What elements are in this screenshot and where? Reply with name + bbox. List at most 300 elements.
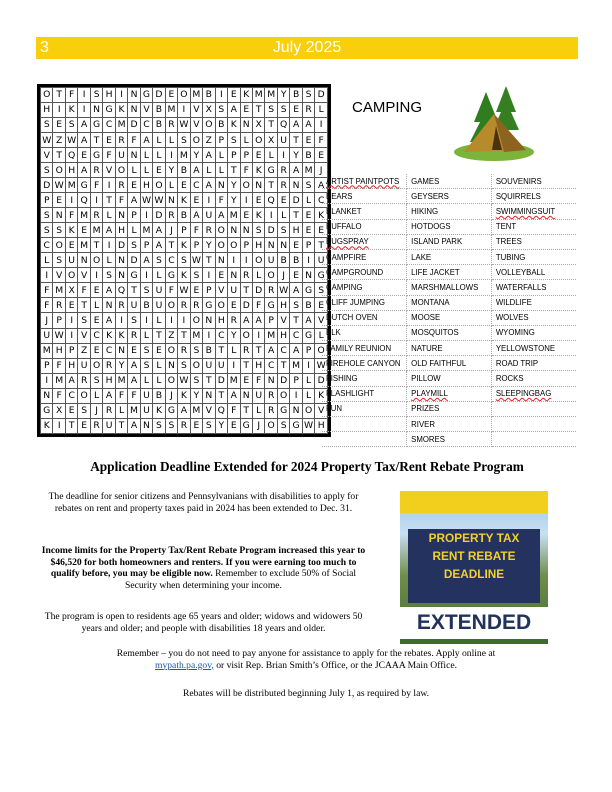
word-list-row: [322, 325, 576, 340]
grid-letter: N: [78, 253, 90, 268]
grid-letter: X: [252, 118, 264, 133]
word-list-item: PRIZES: [407, 401, 492, 416]
grid-letter: M: [252, 88, 264, 103]
grid-letter: L: [115, 403, 127, 418]
grid-letter: G: [265, 163, 277, 178]
grid-letter: E: [315, 298, 328, 313]
grid-letter: E: [290, 103, 302, 118]
grid-letter: T: [265, 178, 277, 193]
grid-letter: A: [228, 103, 240, 118]
grid-letter: W: [315, 358, 328, 373]
grid-row: [41, 88, 328, 103]
grid-letter: A: [215, 208, 227, 223]
grid-letter: I: [90, 193, 102, 208]
income-remember-text: Remember to exclude 50% of Social Security when determining your income.: [125, 568, 357, 591]
grid-letter: X: [65, 283, 77, 298]
grid-letter: A: [290, 343, 302, 358]
grid-letter: O: [178, 88, 190, 103]
grid-letter: I: [53, 103, 65, 118]
word-list-row: [322, 401, 576, 416]
grid-letter: C: [65, 388, 77, 403]
grid-letter: W: [178, 118, 190, 133]
grid-letter: P: [302, 343, 314, 358]
grid-letter: C: [41, 238, 53, 253]
grid-letter: O: [215, 298, 227, 313]
grid-letter: S: [41, 118, 53, 133]
grid-letter: T: [90, 133, 102, 148]
grid-row: [41, 208, 328, 223]
grid-letter: L: [277, 208, 289, 223]
word-list-item: FISHING: [322, 371, 407, 386]
grid-letter: Y: [290, 148, 302, 163]
word-list-item: SWIMMINGSUIT: [491, 204, 576, 219]
grid-letter: U: [228, 283, 240, 298]
grid-letter: U: [115, 148, 127, 163]
grid-letter: M: [265, 328, 277, 343]
article-paragraph-eligibility: The program is open to residents age 65 years and older; widows and widowers 50 years and older; and people with disabilities 18 years and older.: [44, 611, 363, 634]
grid-letter: N: [140, 418, 152, 433]
grid-letter: O: [165, 298, 177, 313]
grid-letter: I: [203, 268, 215, 283]
grid-letter: P: [203, 283, 215, 298]
grid-letter: R: [302, 103, 314, 118]
grid-letter: F: [53, 388, 65, 403]
grid-letter: G: [140, 88, 152, 103]
grid-letter: O: [203, 118, 215, 133]
grid-letter: S: [178, 358, 190, 373]
word-list-item: [491, 432, 576, 447]
grid-letter: N: [128, 88, 140, 103]
word-list-row: [322, 219, 576, 234]
word-list-item: OLD FAITHFUL: [407, 356, 492, 371]
grid-letter: S: [265, 103, 277, 118]
grid-letter: I: [240, 253, 252, 268]
grid-letter: N: [240, 223, 252, 238]
word-list-item: CAMPGROUND: [322, 265, 407, 280]
grid-letter: N: [41, 388, 53, 403]
grid-letter: E: [78, 418, 90, 433]
grid-letter: R: [115, 178, 127, 193]
grid-letter: A: [240, 313, 252, 328]
word-list-item: WILDLIFE: [491, 295, 576, 310]
grid-letter: H: [315, 418, 328, 433]
puzzle-title: CAMPING: [352, 99, 423, 116]
grid-letter: M: [53, 373, 65, 388]
grid-letter: O: [78, 388, 90, 403]
article-header: [36, 459, 578, 475]
grid-letter: P: [265, 313, 277, 328]
grid-letter: D: [215, 373, 227, 388]
grid-letter: C: [190, 178, 202, 193]
grid-letter: S: [41, 163, 53, 178]
article-headline: Application Deadline Extended for 2024 Property Tax/Rent Rebate Program: [90, 459, 524, 474]
grid-letter: X: [265, 133, 277, 148]
grid-letter: N: [240, 118, 252, 133]
grid-letter: L: [165, 133, 177, 148]
grid-letter: I: [277, 148, 289, 163]
grid-letter: S: [140, 343, 152, 358]
grid-letter: K: [178, 388, 190, 403]
grid-letter: S: [53, 253, 65, 268]
grid-letter: E: [315, 148, 328, 163]
grid-letter: B: [203, 88, 215, 103]
grid-letter: R: [115, 298, 127, 313]
grid-letter: L: [153, 373, 165, 388]
grid-letter: E: [90, 283, 102, 298]
grid-letter: I: [228, 253, 240, 268]
grid-letter: H: [103, 88, 115, 103]
grid-letter: M: [140, 223, 152, 238]
grid-letter: L: [215, 148, 227, 163]
grid-letter: L: [252, 403, 264, 418]
grid-letter: P: [53, 313, 65, 328]
grid-letter: I: [140, 313, 152, 328]
grid-letter: S: [252, 223, 264, 238]
grid-letter: H: [215, 313, 227, 328]
grid-letter: A: [302, 118, 314, 133]
grid-letter: K: [65, 103, 77, 118]
page-header-bar: [36, 37, 578, 59]
grid-row: [41, 403, 328, 418]
word-list-item: MARSHMALLOWS: [407, 280, 492, 295]
grid-row: [41, 358, 328, 373]
grid-letter: L: [252, 268, 264, 283]
grid-letter: R: [240, 343, 252, 358]
grid-letter: T: [290, 208, 302, 223]
word-list-item: WATERFALLS: [491, 280, 576, 295]
grid-letter: O: [252, 253, 264, 268]
grid-letter: K: [240, 88, 252, 103]
grid-letter: E: [190, 193, 202, 208]
grid-letter: R: [90, 418, 102, 433]
grid-letter: L: [140, 328, 152, 343]
grid-letter: S: [78, 313, 90, 328]
grid-letter: A: [128, 418, 140, 433]
grid-letter: O: [115, 163, 127, 178]
grid-letter: H: [115, 223, 127, 238]
grid-letter: K: [315, 208, 328, 223]
grid-letter: E: [228, 418, 240, 433]
grid-letter: D: [41, 178, 53, 193]
grid-letter: A: [190, 163, 202, 178]
grid-letter: C: [277, 343, 289, 358]
grid-letter: U: [277, 133, 289, 148]
promo-line: DEADLINE: [443, 567, 505, 581]
grid-letter: T: [103, 193, 115, 208]
word-list-item: TENT: [491, 219, 576, 234]
grid-letter: L: [302, 373, 314, 388]
grid-letter: S: [41, 223, 53, 238]
grid-letter: M: [53, 283, 65, 298]
grid-letter: N: [252, 178, 264, 193]
grid-letter: L: [153, 313, 165, 328]
grid-letter: Q: [65, 148, 77, 163]
grid-letter: P: [140, 238, 152, 253]
word-search-grid: [37, 84, 331, 437]
grid-letter: I: [115, 88, 127, 103]
grid-letter: I: [302, 358, 314, 373]
grid-letter: I: [140, 208, 152, 223]
word-list-item: BLANKET: [322, 204, 407, 219]
grid-letter: Y: [115, 358, 127, 373]
grid-letter: N: [290, 178, 302, 193]
grid-letter: V: [215, 283, 227, 298]
grid-letter: H: [252, 358, 264, 373]
grid-letter: M: [41, 343, 53, 358]
grid-letter: W: [53, 178, 65, 193]
grid-letter: E: [240, 373, 252, 388]
grid-letter: U: [140, 388, 152, 403]
grid-letter: Q: [215, 403, 227, 418]
word-list-item: TUBING: [491, 249, 576, 264]
grid-letter: J: [90, 403, 102, 418]
grid-letter: N: [128, 148, 140, 163]
grid-letter: P: [240, 148, 252, 163]
grid-letter: O: [252, 133, 264, 148]
grid-letter: L: [228, 343, 240, 358]
grid-letter: R: [277, 178, 289, 193]
grid-letter: E: [190, 418, 202, 433]
grid-letter: M: [190, 328, 202, 343]
grid-letter: E: [252, 148, 264, 163]
grid-letter: R: [228, 313, 240, 328]
grid-letter: D: [128, 118, 140, 133]
grid-letter: V: [190, 118, 202, 133]
grid-letter: X: [53, 403, 65, 418]
grid-letter: D: [290, 193, 302, 208]
grid-letter: L: [153, 268, 165, 283]
grid-letter: K: [252, 163, 264, 178]
grid-letter: M: [302, 163, 314, 178]
grid-letter: M: [115, 118, 127, 133]
grid-letter: F: [128, 388, 140, 403]
grid-letter: M: [128, 403, 140, 418]
grid-letter: T: [115, 418, 127, 433]
grid-letter: O: [165, 373, 177, 388]
grid-letter: P: [240, 238, 252, 253]
grid-letter: T: [53, 148, 65, 163]
grid-letter: T: [203, 253, 215, 268]
grid-letter: E: [190, 283, 202, 298]
grid-letter: L: [140, 373, 152, 388]
grid-letter: P: [228, 148, 240, 163]
grid-letter: E: [90, 343, 102, 358]
grid-letter: A: [153, 223, 165, 238]
grid-letter: J: [315, 163, 328, 178]
grid-letter: W: [53, 328, 65, 343]
grid-letter: E: [315, 223, 328, 238]
grid-letter: F: [41, 298, 53, 313]
grid-letter: C: [290, 328, 302, 343]
grid-letter: B: [277, 253, 289, 268]
article-paragraph-distribution: Rebates will be distributed beginning July 1, as required by law.: [182, 688, 430, 699]
grid-letter: L: [90, 388, 102, 403]
grid-letter: V: [78, 328, 90, 343]
grid-letter: T: [290, 313, 302, 328]
grid-letter: S: [302, 178, 314, 193]
grid-letter: S: [65, 118, 77, 133]
grid-letter: A: [103, 313, 115, 328]
grid-letter: V: [315, 403, 328, 418]
grid-letter: U: [203, 358, 215, 373]
grid-letter: B: [203, 343, 215, 358]
word-list-item: FAMILY REUNION: [322, 341, 407, 356]
word-list-item: HIKING: [407, 204, 492, 219]
grid-letter: O: [215, 223, 227, 238]
grid-letter: E: [277, 193, 289, 208]
grid-letter: L: [128, 223, 140, 238]
grid-letter: Q: [265, 193, 277, 208]
grid-letter: N: [90, 103, 102, 118]
grid-letter: T: [153, 328, 165, 343]
word-list-row: [322, 432, 576, 447]
grid-letter: Y: [228, 178, 240, 193]
grid-letter: H: [65, 163, 77, 178]
grid-letter: B: [153, 118, 165, 133]
grid-letter: N: [290, 403, 302, 418]
grid-letter: L: [265, 148, 277, 163]
grid-letter: E: [65, 298, 77, 313]
grid-letter: A: [265, 343, 277, 358]
grid-letter: V: [53, 268, 65, 283]
grid-letter: O: [190, 313, 202, 328]
grid-letter: A: [140, 253, 152, 268]
grid-row: [41, 223, 328, 238]
grid-letter: R: [265, 388, 277, 403]
grid-letter: R: [165, 208, 177, 223]
grid-letter: L: [302, 193, 314, 208]
word-list-item: WOLVES: [491, 310, 576, 325]
grid-letter: E: [290, 268, 302, 283]
grid-letter: E: [302, 223, 314, 238]
grid-row: [41, 343, 328, 358]
grid-letter: T: [53, 88, 65, 103]
grid-letter: O: [315, 343, 328, 358]
grid-letter: N: [115, 343, 127, 358]
grid-letter: L: [90, 298, 102, 313]
grid-letter: S: [215, 103, 227, 118]
grid-letter: R: [90, 163, 102, 178]
grid-letter: U: [41, 328, 53, 343]
grid-letter: F: [165, 283, 177, 298]
word-list-item: TREES: [491, 234, 576, 249]
grid-letter: I: [103, 238, 115, 253]
grid-letter: G: [78, 178, 90, 193]
word-list-row: [322, 249, 576, 264]
grid-letter: L: [140, 148, 152, 163]
grid-letter: T: [65, 418, 77, 433]
grid-letter: N: [103, 298, 115, 313]
apply-text-2: or visit Rep. Brian Smith’s Office, or the JCAAA Main Office.: [216, 659, 457, 671]
grid-letter: K: [115, 103, 127, 118]
grid-letter: Y: [228, 193, 240, 208]
grid-row: [41, 148, 328, 163]
grid-letter: N: [165, 358, 177, 373]
grid-letter: N: [302, 268, 314, 283]
word-list-item: LIFE JACKET: [407, 265, 492, 280]
grid-letter: A: [65, 373, 77, 388]
grid-letter: E: [165, 88, 177, 103]
grid-letter: U: [103, 418, 115, 433]
grid-letter: V: [203, 403, 215, 418]
mypath-link[interactable]: mypath.pa.gov,: [155, 659, 214, 671]
grid-letter: U: [265, 253, 277, 268]
grid-letter: M: [228, 208, 240, 223]
grid-letter: I: [265, 208, 277, 223]
grid-letter: D: [277, 373, 289, 388]
grid-letter: S: [277, 223, 289, 238]
grid-letter: S: [140, 283, 152, 298]
grid-letter: S: [153, 418, 165, 433]
grid-letter: G: [165, 268, 177, 283]
grid-row: [41, 238, 328, 253]
grid-letter: N: [203, 313, 215, 328]
grid-letter: S: [140, 358, 152, 373]
grid-letter: Y: [190, 148, 202, 163]
promo-extended-text: EXTENDED: [400, 607, 548, 639]
grid-letter: F: [240, 163, 252, 178]
grid-letter: W: [277, 283, 289, 298]
grid-letter: M: [178, 148, 190, 163]
grid-letter: I: [252, 328, 264, 343]
grid-letter: O: [265, 418, 277, 433]
grid-letter: L: [315, 103, 328, 118]
grid-letter: L: [41, 253, 53, 268]
grid-letter: S: [41, 208, 53, 223]
word-list-item: PILLOW: [407, 371, 492, 386]
grid-letter: N: [215, 253, 227, 268]
word-list-row: [322, 189, 576, 204]
grid-letter: M: [265, 88, 277, 103]
grid-letter: A: [103, 283, 115, 298]
grid-letter: P: [290, 373, 302, 388]
grid-letter: G: [240, 418, 252, 433]
grid-letter: I: [115, 313, 127, 328]
grid-letter: S: [178, 133, 190, 148]
grid-letter: E: [65, 403, 77, 418]
grid-letter: K: [153, 403, 165, 418]
word-list-row: [322, 417, 576, 432]
grid-letter: T: [265, 118, 277, 133]
grid-letter: I: [178, 103, 190, 118]
grid-letter: A: [128, 193, 140, 208]
grid-letter: T: [240, 283, 252, 298]
promo-line: RENT REBATE: [432, 549, 516, 563]
grid-letter: U: [153, 298, 165, 313]
grid-letter: B: [302, 148, 314, 163]
grid-letter: N: [115, 253, 127, 268]
grid-letter: G: [90, 118, 102, 133]
grid-letter: S: [190, 343, 202, 358]
word-list-item: FIREHOLE CANYON: [322, 356, 407, 371]
grid-row: [41, 193, 328, 208]
grid-letter: S: [277, 418, 289, 433]
grid-letter: W: [41, 133, 53, 148]
grid-letter: L: [140, 163, 152, 178]
grid-letter: F: [103, 148, 115, 163]
grid-letter: I: [203, 193, 215, 208]
grid-letter: O: [228, 238, 240, 253]
grid-letter: D: [153, 208, 165, 223]
grid-letter: Z: [53, 133, 65, 148]
grid-letter: H: [290, 223, 302, 238]
grid-letter: M: [165, 103, 177, 118]
grid-letter: W: [65, 133, 77, 148]
grid-letter: U: [315, 253, 328, 268]
grid-letter: E: [178, 178, 190, 193]
grid-letter: E: [53, 118, 65, 133]
grid-letter: S: [90, 88, 102, 103]
